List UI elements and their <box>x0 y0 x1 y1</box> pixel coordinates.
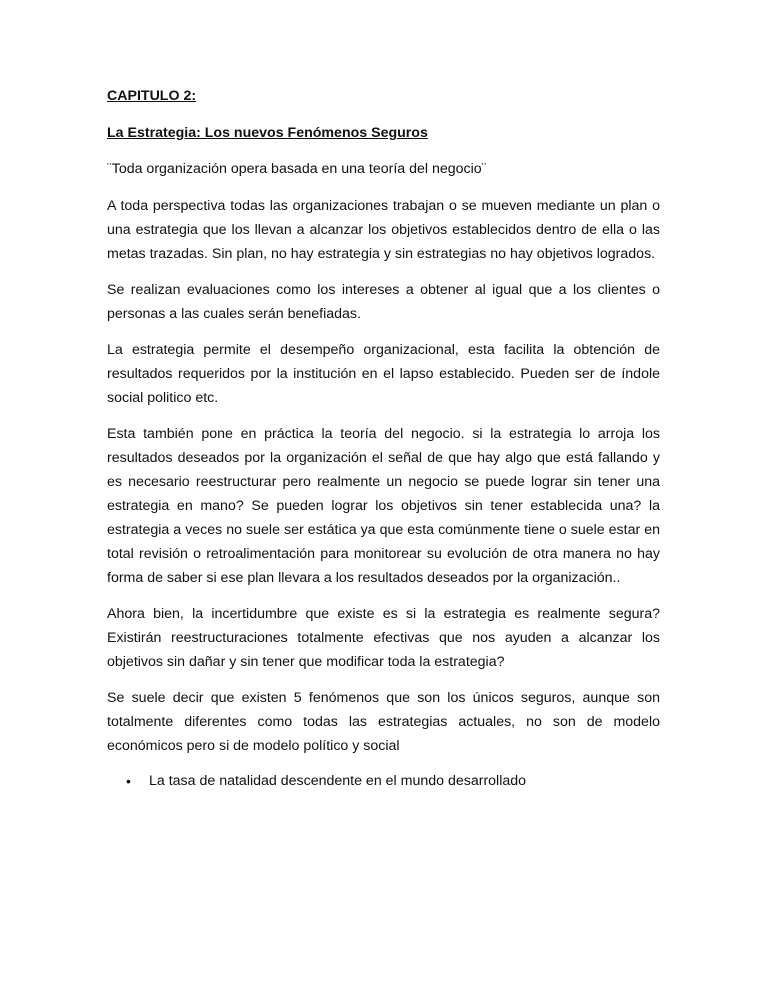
list-item <box>107 770 660 792</box>
epigraph-quote: ¨Toda organización opera basada en una teoría del negocio¨ <box>107 161 487 177</box>
section-title: La Estrategia: Los nuevos Fenómenos Seguros <box>107 125 428 141</box>
chapter-title: CAPITULO 2: <box>107 88 197 104</box>
list-item-text: La tasa de natalidad descendente en el mundo desarrollado <box>149 773 527 789</box>
document-page <box>107 86 660 792</box>
paragraph: La estrategia permite el desempeño organizacional, esta facilita la obtención de resultados requeridos por la institución en el lapso establecido. Pueden ser de índole social politico etc. <box>107 342 660 406</box>
bullet-icon: • <box>126 773 131 789</box>
paragraph: A toda perspectiva todas las organizaciones trabajan o se mueven mediante un plan o una estrategia que los llevan a alcanzar los objetivos establecidos dentro de ella o las metas trazadas. Sin plan, no hay estrategia y sin estrategias no hay objetivos logrados. <box>107 198 660 262</box>
paragraph: Ahora bien, la incertidumbre que existe es si la estrategia es realmente segura? Existirán reestructuraciones totalmente efectivas que nos ayuden a alcanzar los objetivos sin dañar y sin tener que modificar toda la estrategia? <box>107 606 660 670</box>
paragraph: Se realizan evaluaciones como los intereses a obtener al igual que a los clientes o personas a las cuales serán benefiadas. <box>107 282 660 322</box>
paragraph: Se suele decir que existen 5 fenómenos que son los únicos seguros, aunque son totalmente diferentes como todas las estrategias actuales, no son de modelo económicos pero si de modelo político y social <box>107 690 660 754</box>
bullet-list <box>107 770 660 792</box>
paragraph: Esta también pone en práctica la teoría del negocio. si la estrategia lo arroja los resultados deseados por la organización el señal de que hay algo que está fallando y es necesario reestructurar pero realmente un negocio se puede lograr sin tener una estrategia en mano? Se pueden lograr los objetivos sin tener establecida una? la estrategia a veces no suele ser estática ya que esta comúnmente tiene o suele estar en total revisión o retroalimentación para monitorear su evolución de otra manera no hay forma de saber si ese plan llevara a los resultados deseados por la organización.. <box>107 426 660 586</box>
